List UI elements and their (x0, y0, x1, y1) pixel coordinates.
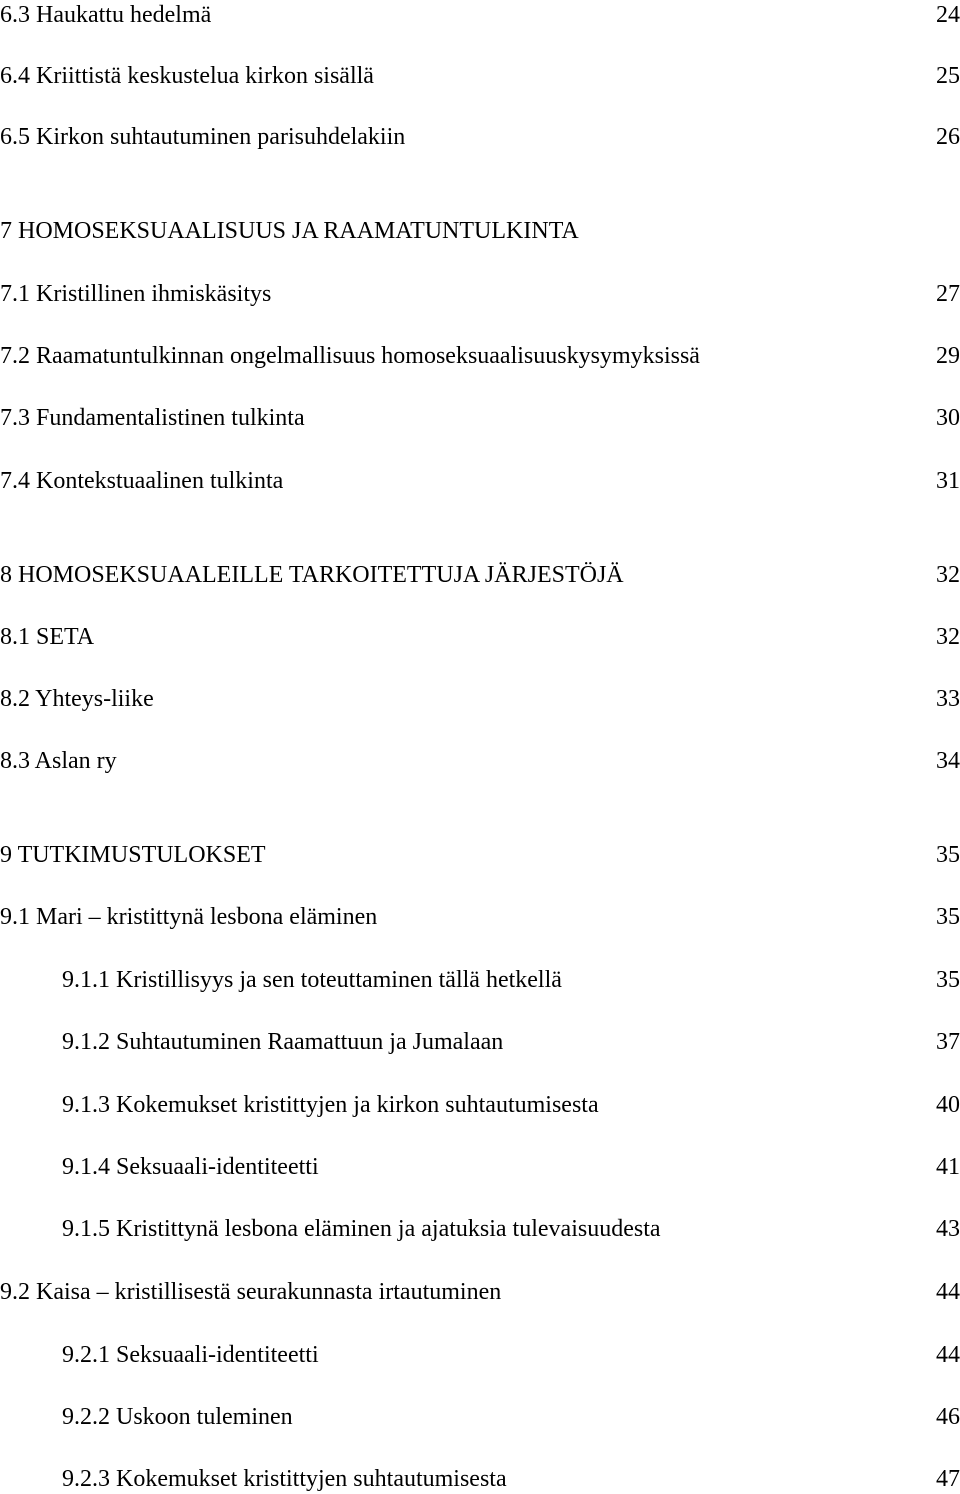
toc-chapter-heading (0, 560, 960, 590)
toc-entry-title: 6.3 Haukattu hedelmä (0, 2, 212, 28)
toc-chapter-heading (0, 840, 960, 870)
toc-entry (0, 1277, 960, 1307)
toc-entry-title: 7.4 Kontekstuaalinen tulkinta (0, 468, 284, 494)
toc-entry-title: 8.3 Aslan ry (0, 748, 117, 774)
toc-entry-title: 9.1.5 Kristittynä lesbona eläminen ja ajatuksia tulevaisuudesta (62, 1216, 661, 1242)
toc-entry-page: 35 (936, 904, 960, 930)
toc-entry-title: 9 TUTKIMUSTULOKSET (0, 842, 266, 868)
toc-chapter-heading (0, 216, 960, 246)
toc-entry-title: 9.1.2 Suhtautuminen Raamattuun ja Jumalaan (62, 1029, 504, 1055)
toc-entry (0, 341, 960, 371)
toc-subentry (0, 1464, 960, 1494)
toc-entry-page: 29 (936, 343, 960, 369)
toc-entry (0, 684, 960, 714)
toc-entry (0, 746, 960, 776)
toc-entry-title: 8 HOMOSEKSUAALEILLE TARKOITETTUJA JÄRJESTÖJÄ (0, 562, 624, 588)
toc-entry (0, 466, 960, 496)
toc-entry (0, 279, 960, 309)
toc-entry-title: 6.4 Kriittistä keskustelua kirkon sisällä (0, 63, 374, 89)
toc-entry-page: 34 (936, 748, 960, 774)
toc-subentry (0, 1090, 960, 1120)
toc-entry-title: 7.1 Kristillinen ihmiskäsitys (0, 281, 272, 307)
toc-entry-title: 9.2.3 Kokemukset kristittyjen suhtautumisesta (62, 1466, 507, 1492)
toc-subentry (0, 1027, 960, 1057)
toc-entry (0, 122, 960, 152)
toc-entry-title: 9.2.2 Uskoon tuleminen (62, 1404, 293, 1430)
toc-subentry (0, 965, 960, 995)
toc-entry-page: 43 (936, 1216, 960, 1242)
toc-entry-page: 25 (936, 63, 960, 89)
toc-subentry (0, 1152, 960, 1182)
toc-entry-page: 26 (936, 124, 960, 150)
toc-subentry (0, 1402, 960, 1432)
toc-entry-page: 32 (936, 624, 960, 650)
toc-entry-page: 31 (936, 468, 960, 494)
toc-entry-page: 24 (936, 2, 960, 28)
toc-entry-page: 46 (936, 1404, 960, 1430)
toc-entry-title: 6.5 Kirkon suhtautuminen parisuhdelakiin (0, 124, 406, 150)
toc-entry (0, 902, 960, 932)
toc-entry-title: 9.2 Kaisa – kristillisestä seurakunnasta irtautuminen (0, 1279, 502, 1305)
toc-entry-page: 44 (936, 1279, 960, 1305)
toc-entry (0, 61, 960, 91)
toc-entry-page: 30 (936, 405, 960, 431)
toc-entry-title: 7.3 Fundamentalistinen tulkinta (0, 405, 305, 431)
toc-entry-page: 37 (936, 1029, 960, 1055)
toc-entry-title: 7 HOMOSEKSUAALISUUS JA RAAMATUNTULKINTA (0, 218, 579, 244)
toc-entry-page: 32 (936, 562, 960, 588)
toc-entry (0, 622, 960, 652)
toc-entry-title: 9.1.4 Seksuaali-identiteetti (62, 1154, 319, 1180)
toc-entry-title: 7.2 Raamatuntulkinnan ongelmallisuus homoseksuaalisuuskysymyksissä (0, 343, 700, 369)
toc-entry-title: 8.2 Yhteys-liike (0, 686, 154, 712)
toc-entry-title: 9.1.3 Kokemukset kristittyjen ja kirkon suhtautumisesta (62, 1092, 599, 1118)
toc-subentry (0, 1340, 960, 1370)
toc-subentry (0, 1214, 960, 1244)
toc-entry-title: 9.1.1 Kristillisyys ja sen toteuttaminen tällä hetkellä (62, 967, 562, 993)
toc-entry (0, 403, 960, 433)
toc-entry-page: 44 (936, 1342, 960, 1368)
toc-entry-title: 9.2.1 Seksuaali-identiteetti (62, 1342, 319, 1368)
toc-entry-page: 41 (936, 1154, 960, 1180)
toc-entry-page: 35 (936, 967, 960, 993)
toc-entry-page: 40 (936, 1092, 960, 1118)
toc-entry-page: 47 (936, 1466, 960, 1492)
toc-entry (0, 0, 960, 30)
toc-entry-title: 9.1 Mari – kristittynä lesbona eläminen (0, 904, 378, 930)
toc-entry-page: 27 (936, 281, 960, 307)
toc-entry-title: 8.1 SETA (0, 624, 95, 650)
toc-entry-page: 33 (936, 686, 960, 712)
toc-entry-page: 35 (936, 842, 960, 868)
